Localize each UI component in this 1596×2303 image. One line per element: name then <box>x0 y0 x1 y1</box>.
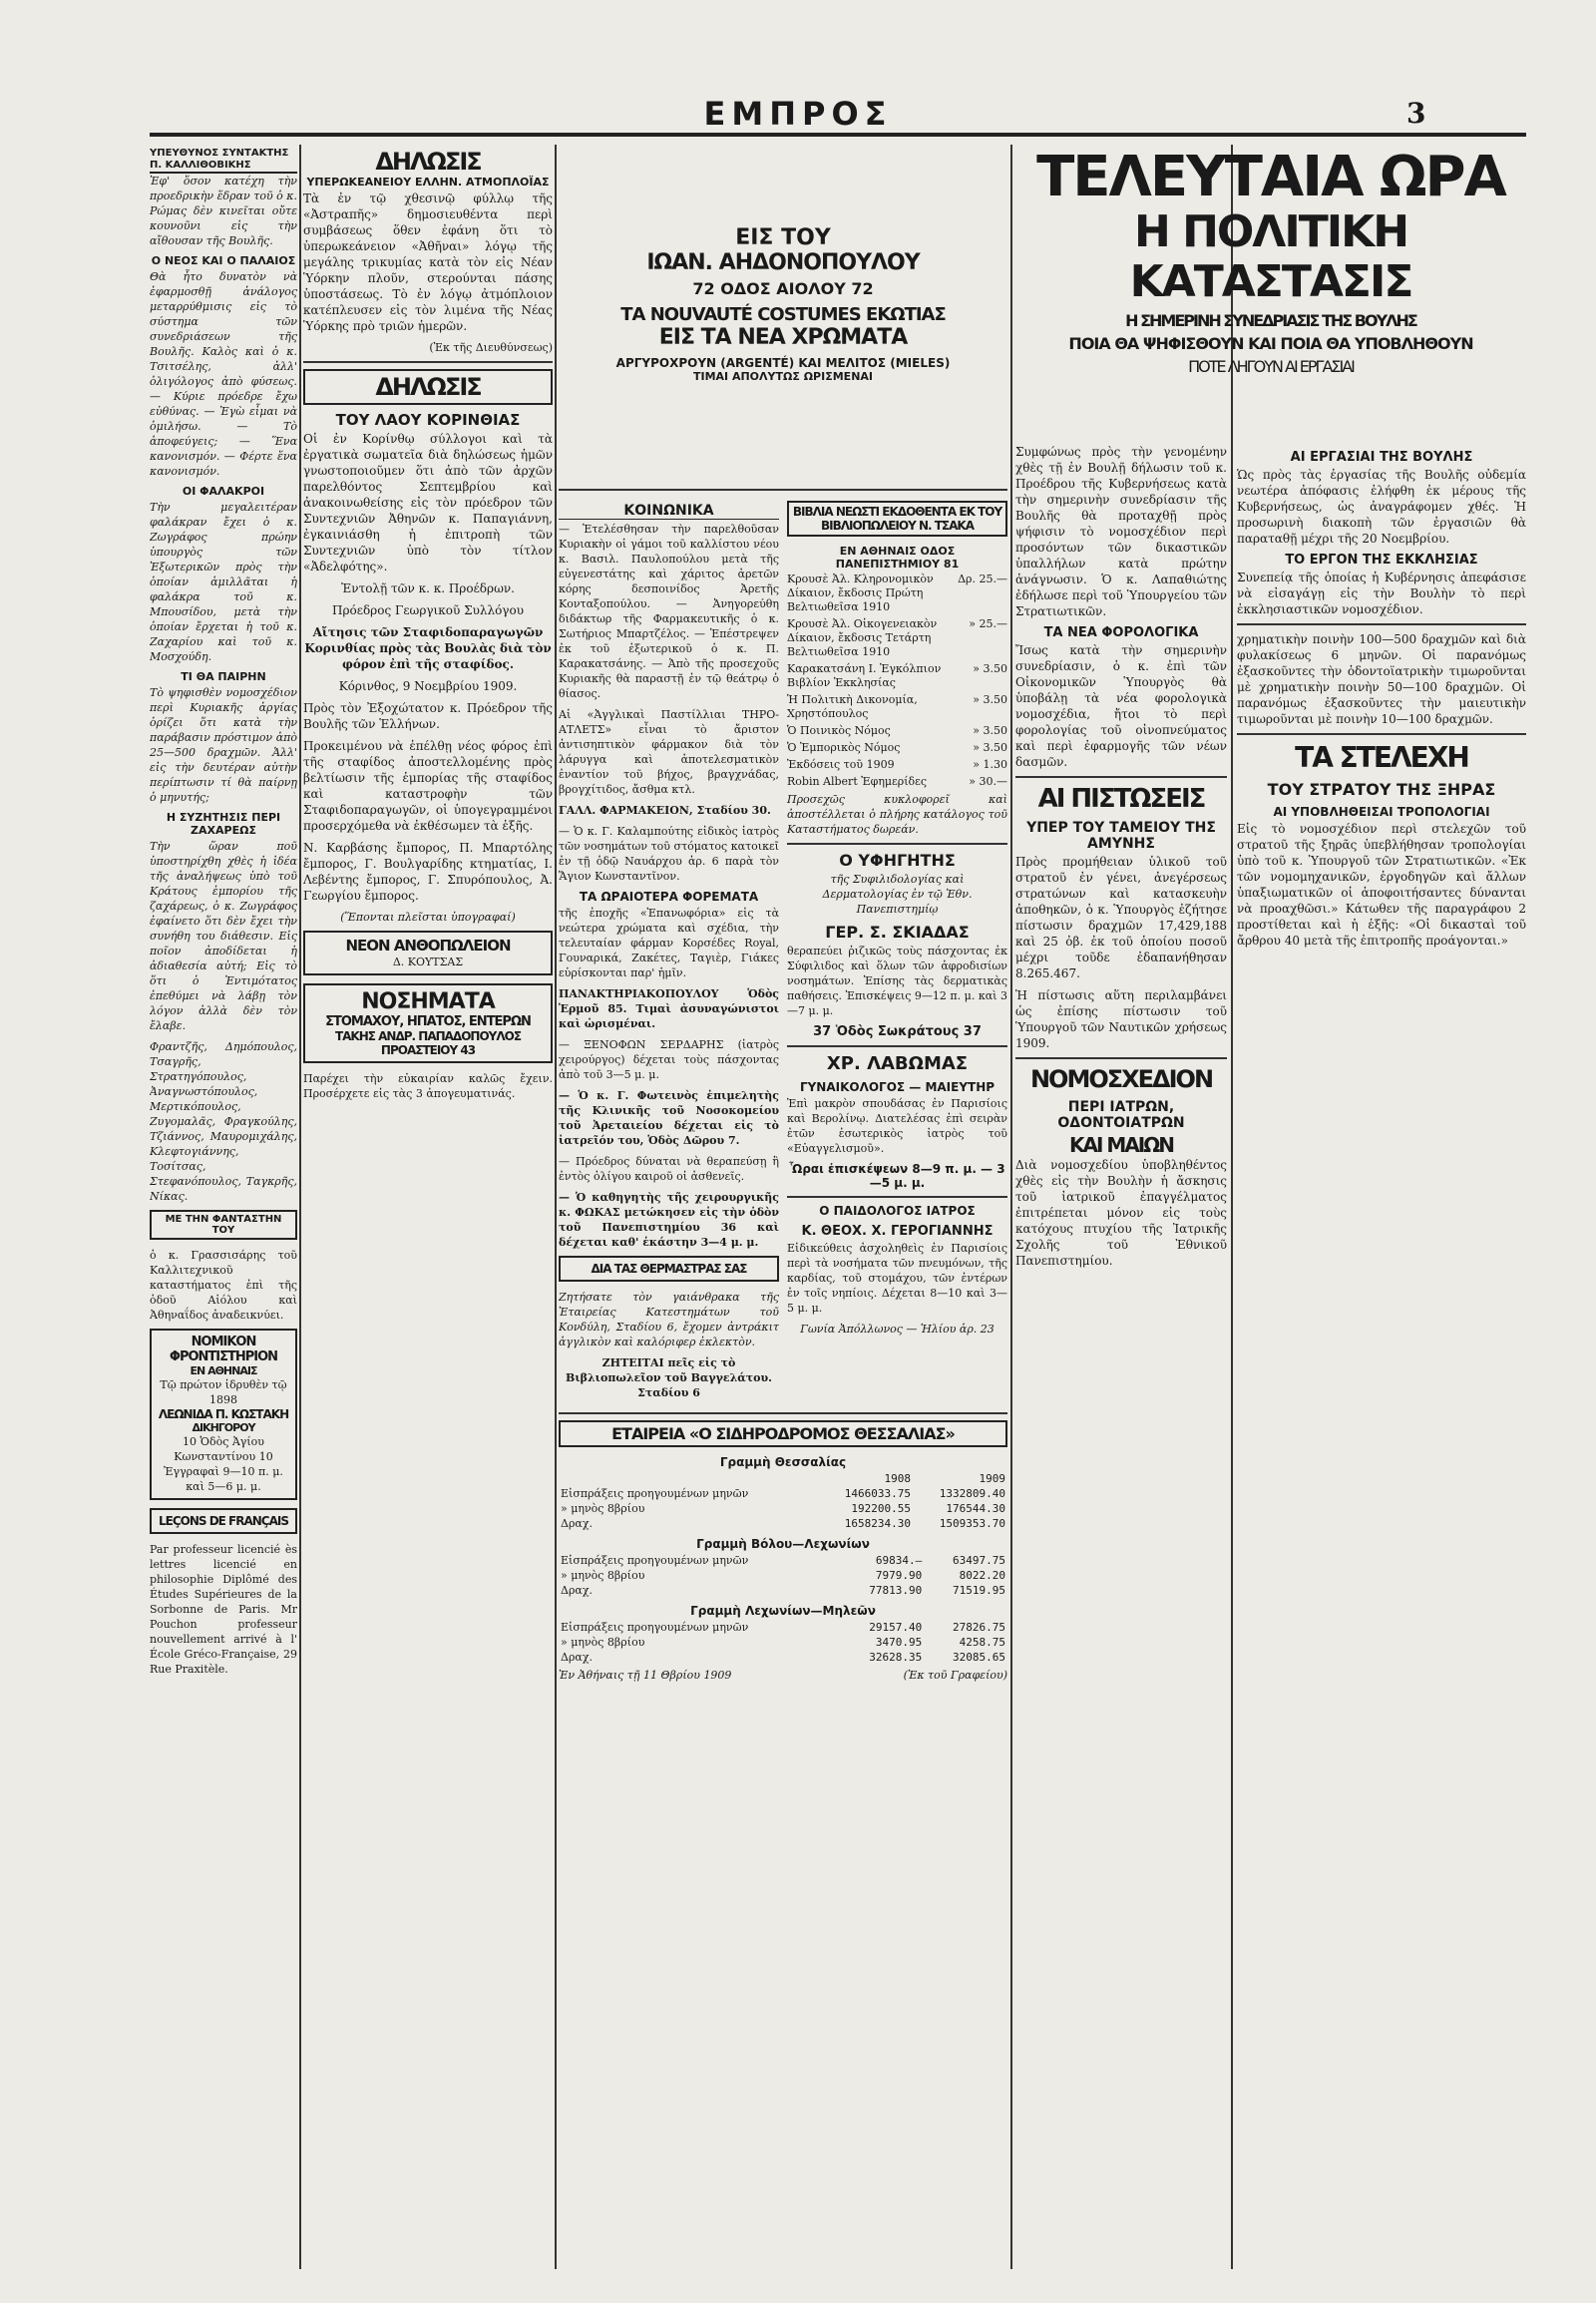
taxes-heading: ΤΑ ΝΕΑ ΦΟΡΟΛΟΓΙΚΑ <box>1043 625 1199 640</box>
railway-table <box>559 1553 1007 1598</box>
divider <box>787 1045 1007 1047</box>
ad-fantastic <box>150 1210 297 1240</box>
book-title: Ὁ Ἐμπορικὸς Νόμος <box>787 741 901 754</box>
declaration-sign: Ἐντολῇ τῶν κ. κ. Προέδρων. <box>341 581 515 595</box>
table-row <box>559 1471 1007 1486</box>
declaration-subtitle: ΤΟΥ ΛΑΟΥ ΚΟΡΙΝΘΙΑΣ <box>335 411 521 429</box>
dresses-text: τῆς ἐποχῆς «Ἐπανωφόρια» εἰς τὰ νεώτερα χρώματα καὶ σχέδια, τὴν τελευταίαν φάρμαν Κορσέδες Royal, Γουναρικά, Ζακέτες, Ταγιὲρ, Γιάκες εὑρίσκονται παρ' ἡμῖν. <box>559 907 779 979</box>
section-heading: Ο ΝΕΟΣ ΚΑΙ Ο ΠΑΛΑΙΟΣ <box>151 254 296 267</box>
book-price: » 3.50 <box>973 662 1007 675</box>
ad-title: ΜΕ ΤΗΝ ΦΑΝΤΑΣΤΗΝ ΤΟΥ <box>165 1214 282 1236</box>
ad-law-school <box>150 1329 297 1500</box>
doctor-ad-text: Εἰδικεύθεις ἀσχοληθεὶς ἐν Παρισίοις περὶ τὰ νοσήματα τῶν πνευμόνων, τῆς καρδίας, τοῦ στομάχου, τῶν ἐντέρων ἐν τοῖς νηπίοις. Δέχεται 8—10 καὶ 3—5 μ. μ. <box>787 1242 1007 1315</box>
doctor-ad-title: Ο ΥΦΗΓΗΤΗΣ <box>839 851 956 870</box>
doctor-ad-sub: ΓΥΝΑΙΚΟΛΟΓΟΣ — ΜΑΙΕΥΤΗΡ <box>799 1080 996 1094</box>
church-text: Συνεπείᾳ τῆς ὁποίας ἡ Κυβέρνησις ἀπεφάσισε νὰ εἰσαγάγῃ εἰς τὴν Βουλὴν τὸ περὶ ἐκκλησιαστικῶν νομοσχέδιον. <box>1237 571 1526 616</box>
book-item <box>787 724 1007 738</box>
subcolumn-right <box>787 497 1007 1406</box>
row-value: 29157.40 <box>869 1621 923 1634</box>
divider <box>787 1196 1007 1198</box>
year-header: 1908 <box>884 1472 911 1485</box>
row-value: 27826.75 <box>953 1621 1005 1634</box>
railway-line: Γραμμὴ Λεχωνίων—Μηλεῶν <box>690 1604 876 1618</box>
ad-hours: Ἐγγραφαὶ 9—10 π. μ. καὶ 5—6 μ. μ. <box>164 1465 283 1493</box>
declaration-title: ΔΗΛΩΣΙΣ <box>303 369 553 405</box>
row-label: Δραχ. <box>561 1517 594 1530</box>
table-row <box>559 1583 1007 1598</box>
book-title: Κρουσὲ Ἀλ. Οἰκογενειακὸν Δίκαιον, ἔκδοσις Τετάρτη Βελτιωθεῖσα 1910 <box>787 617 938 658</box>
ad-title: ΝΟΜΙΚΟΝ ΦΡΟΝΤΙΣΤΗΡΙΟΝ <box>169 1335 278 1364</box>
column-1 <box>150 148 297 2262</box>
row-value: 192200.55 <box>851 1502 911 1515</box>
table-row <box>559 1486 1007 1501</box>
headline-fifth: ΠΟΤΕ ΛΗΓΟΥΝ ΑΙ ΕΡΓΑΣΙΑΙ <box>1188 357 1354 376</box>
ad-prefix: ΕΙΣ ΤΟΥ <box>735 225 831 250</box>
ad-title: ΝΕΟΝ ΑΝΘΟΠΩΛΕΙΟΝ <box>345 937 511 955</box>
book-item <box>787 758 1007 772</box>
column-rule <box>299 145 301 2269</box>
ad-french-lessons <box>150 1508 297 1534</box>
railway-box <box>559 1420 1007 1447</box>
row-value: 7979.90 <box>875 1569 923 1582</box>
row-value: 69834.— <box>875 1554 923 1567</box>
book-title: Ἡ Πολιτικὴ Δικονομία, Χρηστόπουλος <box>787 693 918 720</box>
ad-title: ΔΙΑ ΤΑΣ ΘΕΡΜΑΣΤΡΑΣ ΣΑΣ <box>591 1262 747 1276</box>
doctor-ad-address: Γωνία Ἀπόλλωνος — Ἡλίου ἀρ. 23 <box>800 1323 995 1336</box>
two-column-area <box>559 497 1007 1406</box>
army-subtitle: ΤΟΥ ΣΤΡΑΤΟΥ ΤΗΣ ΞΗΡΑΣ <box>1267 780 1496 799</box>
credits-subtitle: ΥΠΕΡ ΤΟΥ ΤΑΜΕΙΟΥ ΤΗΣ ΑΜΥΝΗΣ <box>1026 820 1216 852</box>
last-hour-header <box>1015 145 1526 376</box>
church-heading: ΤΟ ΕΡΓΟΝ ΤΗΣ ΕΚΚΛΗΣΙΑΣ <box>1285 553 1478 568</box>
doctor-ad-title: ΧΡ. ΛΑΒΩΜΑΣ <box>826 1053 969 1074</box>
row-label: » μηνὸς 8βρίου <box>561 1502 645 1515</box>
book-item <box>787 573 1007 614</box>
row-value: 1466033.75 <box>844 1487 911 1500</box>
section-heading: ΟΙ ΦΑΛΑΚΡΟΙ <box>182 485 265 498</box>
divider <box>1237 733 1526 735</box>
section-text: Φραντζῆς, Δημόπουλος, Τσαγρῆς, Στρατηγόπουλος, Ἀναγνωστόπουλος, Μερτικόπουλος, Ζυγομαλᾶς, Φραγκούλης, Τζιάννος, Μαυρομιχάλης, Κλεφτογιάννης, Τοσίτσας, Στεφανόπουλος, Ταγκρῆς, Νίκας. <box>150 1040 297 1203</box>
ad-year: Τῷ πρώτον ἱδρυθὲν τῷ 1898 <box>160 1378 287 1406</box>
taxes-text: Ἴσως κατὰ τὴν σημερινὴν συνεδρίασιν, ὁ κ. ἐπὶ τῶν Οἰκονομικῶν Ὑπουργὸς θὰ ὑποβάλῃ τὰ νέα φορολογικὰ νομοσχέδια, ἤτοι τὸ περὶ φορολογίας τοῦ οἰνοπνεύματος καὶ περὶ ἐφαρμογῆς τῶν νέων δασμῶν. <box>1015 643 1227 769</box>
dresses-where: ΠΑΝΑΚΤΗΡΙΑΚΟΠΟΥΛΟΥ Ὁδὸς Ἑρμοῦ 85. Τιμαὶ ἀσυναγώνιστοι καὶ ὡρισμέναι. <box>559 987 779 1030</box>
thermastra-ad <box>559 1256 779 1282</box>
ad-text: Par professeur licencié ès lettres licencié en philosophie Diplômé des Études Supérieures de la Sorbonne de Paris. Mr Pouchon professeur nouvellement arrivé à l' École Gréco-Française, 29 Rue Praxitèle. <box>150 1543 297 1676</box>
section-text: Θὰ ἦτο δυνατὸν νὰ ἐφαρμοσθῇ ἀνάλογος μεταρρύθμισις εἰς τὸ σύστημα τῶν συνεδριάσεων τῆς Βουλῆς. Καλὸς καὶ ὁ κ. Τσιτσέλης, ἀλλ' ὀλιγόλογος ἀπὸ φύσεως. — Κύριε πρόεδρε ἔχω εὐθύνας. — Ἐγὼ εἶμαι νὰ ὁμιλήσω. — Τὸ ἀποφεύγεις; — Ἕνα κανονισμόν. — Φέρτε ἕνα κανονισμόν. <box>150 270 297 478</box>
ad-flowers <box>303 931 553 975</box>
doctor-ad-hours: Ὧραι ἐπισκέψεων 8—9 π. μ. — 3—5 μ. μ. <box>789 1162 1005 1190</box>
ad-name: ΤΑΚΗΣ ΑΝΔΡ. ΠΑΠΑΔΟΠΟΥΛΟΣ <box>334 1029 522 1043</box>
army-text: Εἰς τὸ νομοσχέδιον περὶ στελεχῶν τοῦ στρατοῦ τῆς ξηρᾶς ὑπεβλήθησαν τροπολογίαι ὑπὸ τοῦ κ. Ὑπουργοῦ τῶν Στρατιωτικῶν. «Ἐκ τῶν νομομηχανικῶν, ἐργοδηγῶν καὶ ἄλλων ὑπαξιωματικῶν οἱ ἀποφοιτήσαντες δύνανται νὰ προαχθῶσι.» Κάτωθεν τῆς παραγράφου 2 προστίθεται καὶ ἡ ἑξῆς: «Οἱ δικασταὶ τοῦ ἄρθρου 40 μετὰ τῆς ἐπιτροπῆς προάγονται.» <box>1237 822 1526 948</box>
railway-table <box>559 1471 1007 1531</box>
row-value: 3470.95 <box>875 1636 923 1649</box>
credits-title: ΑΙ ΠΙΣΤΩΣΕΙΣ <box>1037 784 1205 814</box>
social-ad: — Ὁ κ. Γ. Καλαμπούτης εἰδικὸς ἰατρὸς τῶν νοσημάτων τοῦ στόματος κατοικεῖ ἐν τῇ ὁδῷ Ναυάρχου ἀρ. 6 παρὰ τὸν Ἅγιον Κωνσταντῖνον. <box>559 825 779 883</box>
law-title: ΝΟΜΟΣΧΕΔΙΟΝ <box>1029 1065 1213 1093</box>
work-heading: ΑΙ ΕΡΓΑΣΙΑΙ ΤΗΣ ΒΟΥΛΗΣ <box>1290 450 1473 465</box>
doctor-notice: — Ὁ κ. Γ. Φωτεινὸς ἐπιμελητὴς τῆς Κλινικῆς τοῦ Νοσοκομείου τοῦ Ἀρεταιείου δέχεται εἰς τὸ ἰατρεῖόν του, Ὁδὸς Δῶρου 7. <box>559 1089 779 1147</box>
petition-to: Πρὸς τὸν Ἐξοχώτατον κ. Πρόεδρον τῆς Βουλῆς τῶν Ἑλλήνων. <box>303 701 553 731</box>
books-title: ΒΙΒΛΙΑ ΝΕΩΣΤΙ ΕΚΔΟΘΕΝΤΑ ΕΚ ΤΟΥ ΒΙΒΛΙΟΠΩΛΕΙΟΥ Ν. ΤΣΑΚΑ <box>792 505 1002 533</box>
book-item <box>787 662 1007 690</box>
books-address: ΕΝ ΑΘΗΝΑΙΣ ΟΔΟΣ ΠΑΝΕΠΙΣΤΗΜΙΟΥ 81 <box>835 545 960 571</box>
book-item <box>787 693 1007 721</box>
book-price: » 3.50 <box>973 693 1007 706</box>
table-row <box>559 1501 1007 1516</box>
ad-subtitle: ΣΤΟΜΑΧΟΥ, ΗΠΑΤΟΣ, ΕΝΤΕΡΩΝ <box>325 1014 531 1029</box>
railway-source: (Ἐκ τοῦ Γραφείου) <box>903 1669 1007 1682</box>
railway-rows <box>559 1620 1007 1665</box>
row-value: 32085.65 <box>953 1651 1005 1664</box>
row-value: 77813.90 <box>869 1584 923 1597</box>
table-row <box>559 1516 1007 1531</box>
law-subtitle-2: ΚΑΙ ΜΑΙΩΝ <box>1069 1133 1173 1157</box>
ad-text: ὁ κ. Γρασσισάρης τοῦ Καλλιτεχνικοῦ καταστήματος ἐπὶ τῆς ὁδοῦ Αἰόλου καὶ Ἀθηναΐδος ἀναδεικνύει. <box>150 1249 297 1322</box>
book-title: Robin Albert Ἐφημερίδες <box>787 775 928 788</box>
doctor-ad-text: θεραπεύει ῥιζικῶς τοὺς πάσχοντας ἐκ Σύφιλιδος καὶ ὅλων τῶν ἀφροδισίων νοσημάτων. Ἐπίσης τὰς δερματικὰς παθήσεις. Ἐπισκέψεις 9—12 π. μ. καὶ 3—7 μ. μ. <box>787 945 1007 1017</box>
ad-text: Παρέχει τὴν εὐκαιρίαν καλῶς ἔχειν. Προσέρχετε εἰς τὰς 3 ἀπογευματινάς. <box>303 1072 553 1100</box>
penalty-text: χρηματικὴν ποινὴν 100—500 δραχμῶν καὶ διὰ φυλακίσεως 6 μηνῶν. Οἱ παρανόμως ἐξασκοῦντες τὴν ὀδοντοϊατρικὴν τιμωροῦνται μὲ χρηματικὴν ποινὴν 50—100 δραχμῶν. Οἱ παρανόμως ἐξασκοῦντες τὴν μαιευτικὴν τιμωροῦνται μὲ ποινὴν 10—100 δραχμῶν. <box>1237 632 1526 726</box>
row-value: 8022.20 <box>959 1569 1005 1582</box>
row-label: » μηνὸς 8βρίου <box>561 1636 645 1649</box>
petition-signers: Ν. Καρβάσης ἔμπορος, Π. Μπαρτόλης ἔμπορος, Γ. Βουλγαρίδης κτηματίας, Ι. Λεβέντης ἔμπορος, Γ. Σπυρόπουλος, Ἀ. Γεωργίου ἔμπορος. <box>303 841 553 903</box>
column-4 <box>1015 444 1227 2259</box>
ad-role: ΔΙΚΗΓΟΡΟΥ <box>192 1421 255 1434</box>
row-label: Εἰσπράξεις προηγουμένων μηνῶν <box>561 1554 749 1567</box>
book-title: Ὁ Ποινικὸς Νόμος <box>787 724 891 737</box>
book-price: » 3.50 <box>973 741 1007 754</box>
headline-third: Η ΣΗΜΕΡΙΝΗ ΣΥΝΕΔΡΙΑΣΙΣ ΤΗΣ ΒΟΥΛΗΣ <box>1125 311 1416 330</box>
book-item <box>787 775 1007 789</box>
row-label: » μηνὸς 8βρίου <box>561 1569 645 1582</box>
ad-address: ΠΡΟΑΣΤΕΙΟΥ 43 <box>380 1043 476 1057</box>
petition-place: Κόρινθος, 9 Νοεμβρίου 1909. <box>338 679 518 693</box>
social-ad-where: ΓΑΛΛ. ΦΑΡΜΑΚΕΙΟΝ, Σταδίου 30. <box>559 804 771 817</box>
railway-line: Γραμμὴ Θεσσαλίας <box>719 1455 847 1469</box>
book-title: Κρουσὲ Ἀλ. Κληρονομικὸν Δίκαιον, ἔκδοσις Πρώτη Βελτιωθεῖσα 1910 <box>787 573 934 613</box>
dresses-title: ΤΑ ΩΡΑΙΟΤΕΡΑ ΦΟΡΕΜΑΤΑ <box>579 890 759 904</box>
declaration-source: (Ἐκ τῆς Διευθύνσεως) <box>429 341 553 354</box>
table-row <box>559 1620 1007 1635</box>
railway-line: Γραμμὴ Βόλου—Λεχωνίων <box>696 1537 870 1551</box>
row-value: 176544.30 <box>946 1502 1005 1515</box>
book-price: » 3.50 <box>973 724 1007 737</box>
ad-address: 10 Ὁδὸς Ἀγίου Κωνσταντίνου 10 <box>174 1435 273 1463</box>
doctor-ad-sub: τῆς Συφιλιδολογίας καὶ Δερματολογίας ἐν τῷ Ἐθν. Πανεπιστημίῳ <box>822 873 973 916</box>
book-price: » 1.30 <box>973 758 1007 771</box>
ad-store-line: ΑΡΓΥΡΟΧΡΟΥΝ (ARGENTÉ) ΚΑΙ ΜΕΛΙΤΟΣ (MIELES) <box>615 356 951 370</box>
doctor-ad-name: Κ. ΘΕΟΧ. Χ. ΓΕΡΟΓΙΑΝΝΗΣ <box>801 1224 994 1239</box>
railway-title: ΕΤΑΙΡΕΙΑ «Ο ΣΙΔΗΡΟΔΡΟΜΟΣ ΘΕΣΣΑΛΙΑΣ» <box>611 1424 955 1443</box>
column-rule <box>555 145 557 2269</box>
declaration-text: Οἱ ἐν Κορίνθῳ σύλλογοι καὶ τὰ ἐργατικὰ σωματεῖα διὰ δηλώσεως ἡμῶν γνωστοποιοῦμεν ὅτι ἀπὸ τῶν ἀρχῶν παρελθόντος Σεπτεμβρίου καὶ ἀνακοινωθείσης εἰς τὸν πρόεδρον τῶν Συντεχνιῶν Ἀθηνῶν κ. Παπαγιάννη, ἐγκαινιάσθη ἡ ἐπιτροπὴ τῶν Συντεχνιῶν ὑπὸ τὸν τίτλον «Ἀδελφότης». <box>303 432 553 574</box>
table-row <box>559 1553 1007 1568</box>
headline-second: Η ΠΟΛΙΤΙΚΗ ΚΑΤΑΣΤΑΣΙΣ <box>1129 206 1412 307</box>
table-row <box>559 1635 1007 1650</box>
ad-name: Δ. ΚΟΥΤΣΑΣ <box>392 956 464 968</box>
army-title: ΤΑ ΣΤΕΛΕΧΗ <box>1295 741 1468 774</box>
divider <box>1015 1057 1227 1059</box>
railway-table <box>559 1620 1007 1665</box>
petition-title: Αἴτησις τῶν Σταφιδοπαραγωγῶν Κορινθίας πρὸς τὰς Βουλὰς διὰ τὸν φόρον ἐπὶ τῆς σταφίδος. <box>304 625 552 671</box>
work-text: Ὡς πρὸς τὰς ἐργασίας τῆς Βουλῆς οὐδεμία νεωτέρα ἀπόφασις ἐλήφθη ἐκ μέρους τῆς Κυβερνήσεως, ὡς ἀναγράφομεν χθές. Ἡ προσωρινὴ διακοπὴ τῶν ἐργασιῶν θὰ παραταθῇ μέχρι τῆς 20 Νοεμβρίου. <box>1237 468 1526 546</box>
row-value: 32628.35 <box>869 1651 923 1664</box>
doctor-notice: — ΞΕΝΟΦΩΝ ΣΕΡΔΑΡΗΣ (ἰατρὸς χειρούργος) δέχεται τοὺς πάσχοντας ἀπὸ τοῦ 3—5 μ. μ. <box>559 1038 779 1081</box>
row-label: Εἰσπράξεις προηγουμένων μηνῶν <box>561 1621 749 1634</box>
book-price: Δρ. 25.— <box>958 573 1007 585</box>
section-text: Τὴν ὥραν ποῦ ὑποστηρίχθη χθὲς ἡ ἰδέα τῆς ἀναλήψεως ὑπὸ τοῦ Κράτους ἐμπορίου τῆς ζαχάρεως, ὁ κ. Ζωγράφος ἐφαίνετο ὅτι δὲν ἔχει τὴν συνήθη του διάθεσιν. Εἰς ποῖον ἀποδίδεται ἡ ἀδιαθεσία αὐτή; Εἰς τὸ ὅτι ὁ Ἐντιμότατος ἐπεθύμει νὰ λάβῃ τὸν λόγον ἀλλὰ δὲν τὸν ἔλαβε. <box>150 840 297 1032</box>
column-rule <box>1231 145 1233 2269</box>
railway-rows <box>559 1553 1007 1598</box>
ad-store-line: ΕΙΣ ΤΑ ΝΕΑ ΧΡΩΜΑΤΑ <box>658 325 908 350</box>
credits-text: Πρὸς προμήθειαν ὑλικοῦ τοῦ στρατοῦ ἐν γένει, ἀνεγέρσεως στρατώνων καὶ κατασκευὴν ἀποθηκῶν, ὁ κ. Ὑπουργὸς ἐζήτησε πίστωσιν δραχμῶν 17,429,188 καὶ 25 ὀβ. ἐκ τοῦ ὁποίου ποσοῦ μέχρι τοῦδε ἐδαπανήθησαν 8.265.467. <box>1015 855 1227 980</box>
intro-text: Ἐφ' ὅσον κατέχη τὴν προεδρικὴν ἕδραν τοῦ ὁ κ. Ρώμας δὲν κινεῖται οὔτε κουνοῦνι εἰς τὴν αἴθουσαν τῆς Βουλῆς. <box>150 175 297 247</box>
ad-text: Ζητήσατε τὸν γαιάνθρακα τῆς Ἐταιρείας Κατεστημάτων τοῦ Κονδύλη, Σταδίου 6, ἔχομεν ἀντράκιτ ἀγγλικὸν καὶ καλόριφερ ἐκλεκτὸν. <box>559 1291 779 1348</box>
table-row <box>559 1650 1007 1665</box>
column-3 <box>559 148 1007 2262</box>
row-value: 63497.75 <box>953 1554 1005 1567</box>
column-2 <box>303 148 553 2262</box>
section-heading: Η ΣΥΖΗΤΗΣΙΣ ΠΕΡΙ ΖΑΧΑΡΕΩΣ <box>166 811 281 837</box>
railway-footer <box>559 1669 1007 1682</box>
ad-store-address: 72 ΟΔΟΣ ΑΙΟΛΟΥ 72 <box>692 279 874 298</box>
railway-rows <box>559 1486 1007 1531</box>
railway-date: Ἐν Ἀθήναις τῇ 11 Θβρίου 1909 <box>559 1669 732 1682</box>
divider <box>559 1412 1007 1414</box>
divider <box>1237 623 1526 625</box>
row-value: 71519.95 <box>953 1584 1005 1597</box>
ad-doctor <box>303 983 553 1063</box>
headline-fourth: ΠΟΙΑ ΘΑ ΨΗΦΙΣΘΟΥΝ ΚΑΙ ΠΟΙΑ ΘΑ ΥΠΟΒΛΗΘΟΥΝ <box>1068 334 1473 353</box>
divider <box>787 843 1007 845</box>
table-header-blank <box>559 1471 818 1486</box>
section-text: Τὴν μεγαλειτέραν φαλάκραν ἔχει ὁ κ. Ζωγράφος πρώην ὑπουργὸς τῶν Ἐξωτερικῶν πρὸς τὴν ὁποίαν ἁμιλλᾶται ἡ φαλάκρα τοῦ κ. Μπουσίδου, μετὰ τὴν ὁποίαν ἔρχεται ἡ τοῦ κ. Ζαχαρίου καὶ τοῦ κ. Μοσχούδη. <box>150 501 297 663</box>
store-advert <box>559 148 1007 395</box>
book-item <box>787 617 1007 659</box>
declaration-sign-role: Πρόεδρος Γεωργικοῦ Συλλόγου <box>332 603 524 617</box>
divider <box>303 361 553 363</box>
doctor-notice: — Ὁ καθηγητὴς τῆς χειρουργικῆς κ. ΦΩΚΑΣ μετώκησεν εἰς τὴν ὁδὸν τοῦ Πανεπιστημίου 36 καὶ δέχεται καθ' ἑκάστην 3—4 μ. μ. <box>559 1191 779 1249</box>
divider <box>1015 776 1227 778</box>
ad-title: LEÇONS DE FRANÇAIS <box>158 1514 289 1528</box>
headline-main: ΤΕΛΕΥΤΑΙΑ ΩΡΑ <box>1036 145 1505 209</box>
social-ad: Αἱ «Ἀγγλικαὶ Παστίλλιαι ΤΗΡΟ-ΑΤΛΕΤΣ» εἶναι τὸ ἄριστον ἀντισηπτικὸν φάρμακον διὰ τὸν λάρυγγα καὶ ἀποτελεσματικὸν ἐναντίον τοῦ βήχος, βραγχνάδας, βρογχίτιδος, ἄσθμα κτλ. <box>559 708 779 796</box>
editor-label: ΥΠΕΥΘΥΝΟΣ ΣΥΝΤΑΚΤΗΣ <box>150 148 289 159</box>
divider <box>559 489 1007 491</box>
section-heading: ΤΙ ΘΑ ΠΑΙΡΗΝ <box>181 670 266 683</box>
row-label: Δραχ. <box>561 1584 594 1597</box>
doctor-ad-title: Ο ΠΑΙΔΟΛΟΓΟΣ ΙΑΤΡΟΣ <box>819 1204 976 1218</box>
declaration-subtitle: ΥΠΕΡΩΚΕΑΝΕΙΟΥ ΕΛΛΗΝ. ΑΤΜΟΠΛΟΪΑΣ <box>306 176 550 189</box>
row-value: 1332809.40 <box>939 1487 1005 1500</box>
doctor-ad-address: 37 Ὁδὸς Σωκράτους 37 <box>813 1024 982 1039</box>
table-row <box>559 1568 1007 1583</box>
petition-note: (Ἕπονται πλεῖσται ὑπογραφαί) <box>340 911 516 924</box>
social-text: — Ἐτελέσθησαν τὴν παρελθοῦσαν Κυριακὴν οἱ γάμοι τοῦ καλλίστου νέου κ. Βασιλ. Παυλοπούλου μετὰ τῆς εὐγενεστάτης καὶ χάριτος ἀρετῶν κόρης δεσποινίδος Ἀρετῆς Κονταξοπούλου. — Ἀνηγορεύθη διδάκτωρ τῆς Φαρμακευτικῆς ὁ κ. Σωτήριος Μπαρτζέλος. — Ἐπέστρεψεν ἐκ τοῦ ἐξωτερικοῦ ὁ κ. Π. Καρακατσάνης. — Ἀπὸ τῆς προσεχοῦς Κυριακῆς θὰ παραστῇ ἐν τῷ θεάτρῳ ὁ θίασος. <box>559 523 779 700</box>
ad-title: ΝΟΣΗΜΑΤΑ <box>361 989 495 1014</box>
doctor-notice: — Πρόεδρος δύναται νὰ θεραπεύσῃ ἢ ἐντὸς ὀλίγου καιροῦ οἱ ἀσθενεῖς. <box>559 1155 779 1183</box>
law-subtitle: ΠΕΡΙ ΙΑΤΡΩΝ, ΟΔΟΝΤΟΙΑΤΡΩΝ <box>1057 1099 1185 1131</box>
army-subtitle-2: ΑΙ ΥΠΟΒΛΗΘΕΙΣΑΙ ΤΡΟΠΟΛΟΓΙΑΙ <box>1273 805 1490 819</box>
year-header: 1909 <box>979 1472 1005 1485</box>
editor-name: Π. ΚΑΛΛΙΘΟΒΙΚΗΣ <box>150 160 251 171</box>
book-title: Καρακατσάνη Ι. Ἐγκόλπιον Βιβλίον Ἐκκλησίας <box>787 662 942 689</box>
politics-text: Συμφώνως πρὸς τὴν γενομένην χθὲς τῇ ἐν Βουλῇ δήλωσιν τοῦ κ. Προέδρου τῆς Κυβερνήσεως κατὰ τὴν σημερινὴν συνεδρίασιν τῆς Βουλῆς θὰ προταχθῇ πρὸς ψήφισιν τὸ νομοσχέδιον περὶ προσόντων τῶν δικαστικῶν ὑπαλλήλων κατὰ πρώτην ἀνάγνωσιν. Ὁ κ. Λαπαθιώτης ἐδήλωσε περὶ τοῦ Ὑπουργείου τῶν Στρατιωτικῶν. <box>1015 445 1227 618</box>
book-item <box>787 741 1007 755</box>
row-label: Εἰσπράξεις προηγουμένων μηνῶν <box>561 1487 749 1500</box>
ad-store-name: ΙΩΑΝ. ΑΗΔΟΝΟΠΟΥΛΟΥ <box>646 250 920 275</box>
column-5 <box>1237 444 1526 2259</box>
column-rule <box>1010 145 1012 2269</box>
petition-body: Προκειμένου νὰ ἐπέλθῃ νέος φόρος ἐπὶ τῆς σταφίδος ἀποστελλομένης πρὸς βελτίωσιν τῆς ἐμπορίας τῆς σταφίδος καὶ καταστροφὴν τῶν Σταφιδοπαραγωγῶν, οἱ ὑπογεγραμμένοι προσερχόμεθα νὰ ἐκθέσωμεν τὰ ἑξῆς. <box>303 739 553 833</box>
newspaper-title: ΕΜΠΡΟΣ <box>703 95 893 133</box>
ad-store-line: ΤΑ NOUVAUTÉ COSTUMES ΕΚΩΤΙΑΣ <box>620 304 946 325</box>
book-price: » 25.— <box>969 617 1007 630</box>
section-text: Τὸ ψηφισθὲν νομοσχέδιον περὶ Κυριακῆς ἀργίας ὁρίζει ὅτι κατὰ τὴν παράβασιν πρόστιμον ἀπὸ 25—500 δραχμῶν. Ἀλλ' εἰς τὴν δευτέραν αὐτὴν περίπτωσιν τί θὰ παίρνῃ ὁ μηνυτής; <box>150 686 297 804</box>
row-value: 1658234.30 <box>844 1517 911 1530</box>
row-label: Δραχ. <box>561 1651 594 1664</box>
masthead <box>0 95 1596 135</box>
declaration-text: Τὰ ἐν τῷ χθεσινῷ φύλλῳ τῆς «Ἀστραπῆς» δημοσιευθέντα περὶ συμβάσεως ὅθεν ἐφάνη ὅτι τὸ ὑπερωκεάνειον «Ἀθῆναι» λόγῳ τῆς μεγάλης τρικυμίας κατὰ τὸν εἰς Νέαν Ὑόρκην πλοῦν, στερούνται πάσης ὑποστάσεως. Τὸ ἐν λόγῳ ἀτμόπλοιον κατέπλευσεν εἰς τὸν λιμένα τῆς Νέας Ὑόρκης πρὸ τριῶν ἡμερῶν. <box>303 192 553 333</box>
editor-box <box>150 148 297 174</box>
ad-subtitle: ΕΝ ΑΘΗΝΑΙΣ <box>190 1364 257 1377</box>
wanted-notice: ΖΗΤΕΙΤΑΙ πεῖς εἰς τὸ Βιβλιοπωλεῖον τοῦ Βαγγελάτου. Σταδίου 6 <box>566 1356 772 1399</box>
page-number: 3 <box>1406 97 1426 130</box>
row-value: 4258.75 <box>959 1636 1005 1649</box>
social-title: ΚΟΙΝΩΝΙΚΑ <box>559 503 779 520</box>
doctor-ad-name: ΓΕΡ. Σ. ΣΚΙΑΔΑΣ <box>825 923 970 942</box>
book-title: Ἐκδόσεις τοῦ 1909 <box>787 758 895 771</box>
masthead-rule <box>150 133 1526 137</box>
subcolumn-left <box>559 497 779 1406</box>
doctor-ad-text: Ἐπὶ μακρὸν σπουδάσας ἐν Παρισίοις καὶ Βερολίνῳ. Διατελέσας ἐπὶ σειρὰν ἐτῶν ἐσωτερικὸς ἰατρὸς τοῦ «Εὐαγγελισμοῦ». <box>787 1097 1007 1155</box>
books-list <box>787 573 1007 789</box>
law-text: Διὰ νομοσχεδίου ὑποβληθέντος χθὲς εἰς τὴν Βουλὴν ἡ ἄσκησις τοῦ ἰατρικοῦ ἐπαγγέλματος ἐπιτρέπεται μόνον εἰς τοὺς κατόχους πτυχίου τῆς Ἰατρικῆς Σχολῆς τοῦ Ἐθνικοῦ Πανεπιστημίου. <box>1015 1158 1227 1268</box>
book-price: » 30.— <box>969 775 1007 788</box>
ad-store-line: ΤΙΜΑΙ ΑΠΟΛΥΤΩΣ ΩΡΙΣΜΕΝΑΙ <box>692 370 874 383</box>
credits-text: Ἡ πίστωσις αὕτη περιλαμβάνει ὡς ἐπίσης πίστωσιν τοῦ Ὑπουργοῦ τῶν Ναυτικῶν χρήσεως 1909. <box>1015 988 1227 1050</box>
row-value: 1509353.70 <box>939 1517 1005 1530</box>
books-note: Προσεχῶς κυκλοφορεῖ καὶ ἀποστέλλεται ὁ πλήρης κατάλογος τοῦ Καταστήματος δωρεάν. <box>787 793 1007 836</box>
books-header <box>787 501 1007 537</box>
declaration-title: ΔΗΛΩΣΙΣ <box>375 148 481 176</box>
ad-name: ΛΕΩΝΙΔΑ Π. ΚΩΣΤΑΚΗ <box>158 1407 289 1421</box>
